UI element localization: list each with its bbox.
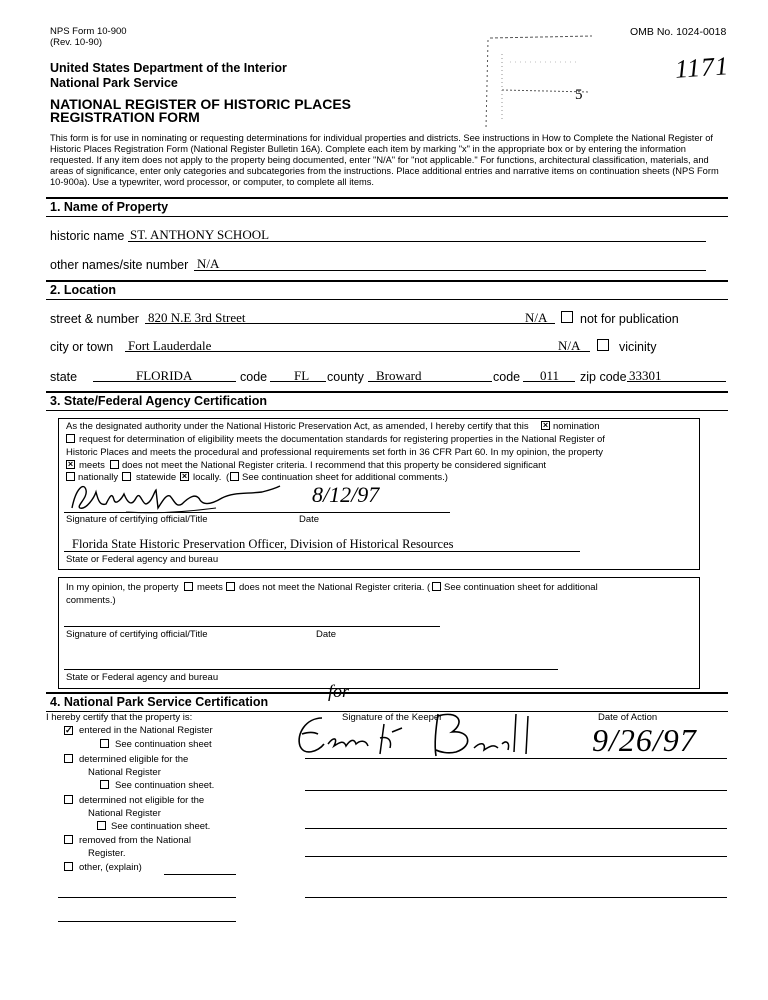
department-name: United States Department of the Interior — [50, 61, 287, 75]
cert-line-1: As the designated authority under the National Historic Preservation Act, as amended, I hereby certify that this — [66, 421, 529, 432]
section-rule — [46, 216, 728, 217]
certifying-date: 8/12/97 — [312, 482, 380, 507]
eligible-continuation-label: See continuation sheet. — [115, 780, 215, 791]
determined-eligible-label: determined eligible for the — [79, 754, 189, 765]
determined-eligible-checkbox[interactable] — [64, 754, 73, 763]
section-rule — [46, 299, 728, 300]
county-label: county — [327, 370, 364, 384]
field-line — [523, 381, 575, 382]
section-2-heading: 2. Location — [50, 283, 116, 297]
removed-label-2: Register. — [88, 848, 126, 859]
form-revision: (Rev. 10-90) — [50, 37, 103, 48]
zip-value[interactable]: 33301 — [629, 368, 662, 383]
not-eligible-label-2: National Register — [88, 808, 161, 819]
determined-eligible-label-2: National Register — [88, 767, 161, 778]
statewide-label: statewide — [136, 472, 177, 483]
stamp-digit: 5 — [575, 87, 583, 103]
signature-line — [64, 626, 440, 627]
entered-register-checkbox[interactable]: ✓ — [65, 725, 73, 735]
opinion-meets-checkbox[interactable] — [184, 582, 193, 591]
agency-line — [64, 551, 580, 552]
county-value[interactable]: Broward — [376, 368, 422, 383]
city-label: city or town — [50, 340, 114, 354]
opinion-continuation-label: See continuation sheet for additional — [444, 582, 598, 593]
locally-label: locally. — [193, 472, 222, 483]
signature-line — [64, 512, 450, 513]
nps-intro: I hereby certify that the property is: — [46, 712, 193, 723]
field-line — [125, 351, 590, 352]
locally-checkbox[interactable]: × — [181, 471, 188, 481]
section-rule — [46, 391, 728, 393]
continuation-paren: ( — [226, 472, 230, 483]
street-na[interactable]: N/A — [525, 310, 548, 325]
keeper-line — [305, 897, 727, 898]
state-code-label: code — [240, 370, 268, 384]
city-na[interactable]: N/A — [558, 338, 581, 353]
explain-line — [58, 921, 236, 922]
cert-line-2: request for determination of eligibility meets the documentation standards for registering properties in the National Register of — [79, 434, 605, 445]
section-4-heading: 4. National Park Service Certification — [50, 695, 269, 709]
field-line — [145, 323, 555, 324]
keeper-line — [305, 790, 727, 791]
entered-continuation-label: See continuation sheet — [115, 739, 212, 750]
not-for-publication-label: not for publication — [580, 312, 679, 326]
state-code-value[interactable]: FL — [294, 368, 310, 383]
keeper-line — [305, 828, 727, 829]
field-line — [128, 241, 706, 242]
opinion-meets-label: meets — [197, 582, 223, 593]
field-line — [270, 381, 326, 382]
not-eligible-label: determined not eligible for the — [79, 795, 205, 806]
section-rule — [46, 280, 728, 282]
opinion-comments: comments.) — [66, 595, 116, 606]
service-name: National Park Service — [50, 76, 178, 90]
keeper-signature-label: Signature of the Keeper — [342, 712, 443, 723]
opinion-continuation-checkbox[interactable] — [432, 582, 441, 591]
zip-label: zip code — [580, 370, 627, 384]
other-label: other, (explain) — [79, 862, 142, 873]
section-rule — [46, 197, 728, 199]
field-line — [627, 381, 726, 382]
county-code-label: code — [493, 370, 521, 384]
not-eligible-continuation-checkbox[interactable] — [97, 821, 106, 830]
omb-number: OMB No. 1024-0018 — [630, 26, 727, 38]
signature-label: Signature of certifying official/Title — [66, 514, 208, 525]
state-value[interactable]: FLORIDA — [136, 368, 193, 383]
opinion-does-not-meet-checkbox[interactable] — [226, 582, 235, 591]
vicinity-checkbox[interactable] — [597, 339, 609, 351]
signature-label-2: Signature of certifying official/Title — [66, 629, 208, 640]
keeper-signature — [288, 704, 548, 764]
field-line — [93, 381, 236, 382]
agency-label-2: State or Federal agency and bureau — [66, 672, 219, 683]
entered-register-label: entered in the National Register — [79, 725, 213, 736]
continuation-sheet-label: See continuation sheet for additional comments.) — [242, 472, 448, 483]
meets-label: meets — [79, 460, 105, 471]
explain-line — [58, 897, 236, 898]
field-line — [368, 381, 492, 382]
other-names-label: other names/site number — [50, 258, 189, 272]
not-eligible-continuation-label: See continuation sheet. — [111, 821, 211, 832]
keeper-for-note: for — [328, 681, 350, 701]
date-label-2: Date — [316, 629, 337, 640]
section-rule — [46, 410, 728, 411]
eligible-continuation-checkbox[interactable] — [100, 780, 109, 789]
date-of-action-value: 9/26/97 — [592, 722, 697, 758]
removed-checkbox[interactable] — [64, 835, 73, 844]
keeper-line — [305, 758, 727, 759]
entered-continuation-checkbox[interactable] — [100, 739, 109, 748]
not-for-publication-checkbox[interactable] — [561, 311, 573, 323]
handwritten-number: 1171 — [674, 51, 730, 84]
street-value[interactable]: 820 N.E 3rd Street — [148, 310, 246, 325]
nomination-checkbox[interactable]: × — [542, 420, 549, 430]
opinion-line: In my opinion, the property — [66, 582, 179, 593]
agency-label: State or Federal agency and bureau — [66, 554, 219, 565]
other-checkbox[interactable] — [64, 862, 73, 871]
removed-label: removed from the National — [79, 835, 191, 846]
request-eligibility-checkbox[interactable] — [66, 434, 75, 443]
state-label: state — [50, 370, 78, 384]
received-stamp — [480, 32, 600, 132]
historic-name-value[interactable]: ST. ANTHONY SCHOOL — [130, 227, 270, 242]
nationally-label: nationally — [78, 472, 119, 483]
section-rule — [46, 692, 728, 694]
historic-name-label: historic name — [50, 229, 125, 243]
agency-line — [64, 669, 558, 670]
keeper-line — [305, 856, 727, 857]
form-number: NPS Form 10-900 — [50, 26, 127, 37]
field-line — [194, 270, 706, 271]
does-not-meet-label: does not meet the National Register criteria. I recommend that this property be considered significant — [122, 460, 547, 471]
other-names-value[interactable]: N/A — [197, 256, 220, 271]
date-of-action-label: Date of Action — [598, 712, 658, 723]
form-title: NATIONAL REGISTER OF HISTORIC PLACES — [50, 96, 352, 112]
form-subtitle: REGISTRATION FORM — [50, 109, 200, 125]
cert-line-3: Historic Places and meets the procedural and professional requirements set forth in 36 CFR Part 60. In my opinion, the property — [66, 447, 604, 458]
section-3-heading: 3. State/Federal Agency Certification — [50, 394, 267, 408]
county-code-value[interactable]: 011 — [540, 368, 560, 383]
instructions-text: This form is for use in nominating or requesting determinations for individual properties and districts. See instructions in How to Complete the National Register of Historic Places Registration Form (National Register Bulletin 16A). Complete each item by marking "x" in the appropriate box or by entering the information requested. If any item does not apply to the property being documented, enter "N/A" for "not applicable." For functions, architectural classification, materials, and areas of significance, enter only categories and subcategories from the instructions. Place additional entries and narrative items on continuation sheets (NPS Form 10-900a). Use a typewriter, word processor, or computer, to complete all items. — [50, 133, 719, 187]
opinion-does-not-meet-label: does not meet the National Register criteria. ( — [239, 582, 431, 593]
explain-line — [164, 874, 236, 875]
vicinity-label: vicinity — [619, 340, 657, 354]
date-label: Date — [299, 514, 320, 525]
section-1-heading: 1. Name of Property — [50, 200, 169, 214]
not-eligible-checkbox[interactable] — [64, 795, 73, 804]
nomination-label: nomination — [553, 421, 600, 432]
official-title-value[interactable]: Florida State Historic Preservation Officer, Division of Historical Resources — [72, 537, 454, 551]
does-not-meet-checkbox[interactable] — [110, 460, 119, 469]
street-label: street & number — [50, 312, 139, 326]
meets-checkbox[interactable]: × — [67, 459, 74, 469]
city-value[interactable]: Fort Lauderdale — [128, 338, 212, 353]
